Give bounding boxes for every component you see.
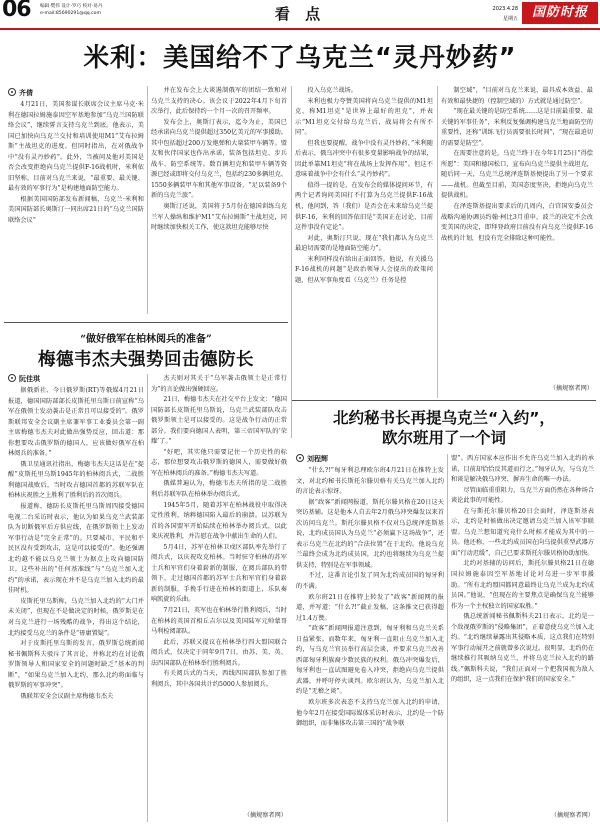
column-divider	[147, 86, 148, 314]
paragraph: “现在最关键的是防空系统……这是目前最重要、最关键的军事任务”，米利反复强调构建乌克兰地面防空的重要性，还称“训练飞行员需要很长时间”，“现在最迫切的需要是防空”。	[441, 108, 593, 147]
header-rule	[0, 28, 600, 30]
article3-source: （摘规察者网）	[550, 812, 594, 819]
paragraph: 制空域”，“目前对乌克兰来说，最具成本效益、最有效和最快捷的（控制空域的）方式就是通过防空”。	[441, 87, 593, 105]
paragraph: “什么?!”匈牙利总理欧尔班4月21日在推特上发文，对北约秘书长斯托尔滕贝格有关乌克兰加入北约的言论表示惊讶。	[296, 467, 444, 496]
paragraph: 根据美国国防部发布新闻稿，乌克兰·米利和美国国防部长奥斯汀一同出席21日的“乌克兰国防联络会议”	[8, 195, 144, 225]
paragraph: 米利也极力夸赞美国将向乌克兰提供的M1坦克，称M1坦克“是世界上最好的坦克”，并表示“M1坦克交付给乌克兰后，战局将会有所不同”。	[295, 97, 433, 137]
paragraph: 俄总统新闻秘书佩斯科夫21日表示，北约是一个敌视俄罗斯的“侵略集团”，正着意使乌克兰加入北约。“北约继续暴露出其侵略本质，这点我们在特别军事行动展开之前就曾多次说过。很明显，北约仍在继续推行其吸纳乌克兰，并将乌克兰拉入北约的路线。”佩斯科夫说，“我们正面对一个把我国视为敌人的组织，这一点我们在保护我们的国家安全。”	[451, 613, 594, 684]
paragraph: 在泽连斯基提出要求后的几周内，白宫国安委员会战略沟通协调员约翰·柯比3月重申，波兰的决定不会改变美国的决定，即拜登政府目前没有向乌克兰提供F-16战机的计划，但没有完全排除这种可能性。	[441, 203, 593, 242]
column-divider	[291, 86, 292, 438]
paragraph: 此后，苏联又提议在柏林举行四大盟国联合阅兵式，仅决定于同年9月7日，由苏、美、英、法四国部队在柏林举行胜利阅兵。	[151, 638, 287, 667]
column-divider	[147, 374, 148, 822]
article2-byline	[8, 374, 40, 384]
paragraph: 4月21日，美国参谋长联席会议主席马克·米利在德国拉姆施泰因空军基地参加“乌克兰国防联络会议”，继续誓言支持乌克兰到底。他表示，美国已加快向乌克兰交付和培训使用M1“艾布拉姆斯”主战坦克的进度。但同时指出，在对俄战争中“没有灵丹妙药”。此外，当被问及他对美国是否会改变拒绝向乌克兰提供F-16战机时，米利依旧坚称，目前对乌克兰来说，“最重要、最关键、最有效的军事行为”是构建地面防空能力。	[8, 101, 144, 193]
article1-column-2	[151, 86, 287, 314]
paragraph: 发布会上，奥斯汀表示，迄今为止，美国已经承诺向乌克兰提供超过350亿美元的军事援助。其中包括超过200万发炮弹和大量装甲车辆等。盟友和伙伴国家也作出承诺，装备包括坦克、步兵战车、防空系统等。数百辆坦克和装甲车辆等资源已经或即将交付乌克兰，包括约230多辆坦克、1550多辆装甲车和其他军事设备，“足以装备9个新的乌克兰旅”。	[151, 118, 287, 200]
paragraph: 投入乌克兰战场。	[307, 87, 357, 94]
paragraph: 盟”。西方国家本应作出不允许乌克兰加入北约的承诺，目前却恰恰反其道而行之。”匈牙认为，与乌克兰和谈是解决俄乌冲突、摒弃生命的唯一办法。	[451, 455, 594, 484]
paragraph: 俄联邦安全会议副主席梅德韦杰夫	[20, 692, 114, 700]
page-header	[0, 0, 600, 28]
paragraph: 北约对基辅的访问后，斯托尔滕贝格21日在德国拉姆施泰因空军基地讨论对乌进一步军事援助。“所有北约盟国都同意最终让乌克兰成为北约成员国。”他说，“但现在的主要焦点是确保乌克兰能够作为一个主权独立的国家取胜。”	[451, 560, 594, 610]
column-divider	[447, 454, 448, 822]
paragraph: 奥斯汀还说，美国将于5月份在德国训练乌克兰军人操纵和维护M1“艾布拉姆斯”主战坦克，同时继续加快相关工作，使这款坦克能够尽快	[151, 203, 287, 232]
article2-source: （摘规察者网）	[243, 812, 287, 819]
date-text: 2023.4.28	[492, 6, 518, 12]
paragraph: 欧尔班21日在推特上转发了“政客”新闻网的报道，并写道：“什么?!”截止发稿，这条推文已获得超过1.4万赞。	[296, 593, 444, 622]
paragraph: 米利同样没有给出正面回答。他说，有关援乌F-16战机的问题“是政治领导人会提出的政策问题，但从军事角度看（乌克兰）任务是控	[295, 255, 433, 284]
paragraph: 据“政客”新闻网报道，斯托尔滕贝格在20日这天突访基辅。这是他本人自去年2月俄乌冲突爆发以来首次访问乌克兰。斯托尔滕贝格不仅对乌总统泽连斯基说，北约成员国认为乌克兰“必须赢下这场战争”，还表示乌克兰在北约的“合法位置”在于北约。他说乌克兰最终会成为北约成员国，北约也将继续为乌克兰提供支持，特别是在军事领域。	[296, 498, 444, 569]
article1-column-1	[8, 100, 144, 318]
section-divider	[4, 322, 288, 323]
paragraph: 对此，奥斯汀只说，现在“我们都认为乌克兰最迫切需要的是地面防空能力”。	[295, 234, 433, 253]
article1-author: 齐倩	[19, 89, 33, 97]
paragraph: 1945年5月，随着苏军在柏林战役中取得决定性胜利，纳粹德国陷入最后的崩溃。以苏联为首的各国盟军开始陆续在柏林举办阅兵式，以此来庆祝胜利，并告慰在战争中献出生命的人们。	[151, 501, 287, 541]
paragraph: 报道称，德防长皮斯托里乌斯周四接受德国电视二台采访时表示，他认为如果乌克兰武装部队为切断俄军后方供应线，在俄罗斯领土上发动军事行动是“完全正常”的。只要城市、平民和平民区没有受到攻击，这是可以接受的”。他还强调北约越不能以乌克兰领土为据点上攻向德国防卫。这些补出的“任何基准线”与“乌克兰加入北约”的承诺，表示现在并不是乌克兰加入北约的最佳时机。	[8, 503, 144, 595]
paragraph: 并在发布会上大谈遏制俄军的团结一致和对乌克兰支持的决心。该会议于2022年4月下旬首次举行，此后保持约一个月一次的召开频率。	[151, 87, 287, 116]
paragraph: 杰夫则对其关于“乌军袭击俄领土是正常行为”的言论做出强硬回应。	[151, 375, 287, 393]
article2-author: 阮佳琪	[19, 375, 40, 383]
paragraph: 俄媒普遍认为，梅德韦杰夫所指的是二战胜利后苏联军队在柏林举办阅兵式。	[151, 480, 287, 499]
article2-column-2	[151, 374, 287, 810]
article3-column-1	[296, 466, 444, 822]
article1-byline	[8, 88, 33, 98]
paragraph: 对于皮斯托里乌斯的发言，俄罗斯总统新闻秘书佩斯科夫驳斥了其言论，并称北约在讨论俄罗斯领导人和国家安全的问题时缺乏“基本的判断”，“如果乌克兰加入北约，那么北约将面临与俄罗斯的军事冲突”。	[8, 640, 144, 690]
paragraph: 在与斯托尔滕贝格20日会面时，泽连斯基表示，北约是时候做出决定邀请乌克兰加入该军事联盟。乌克兰想知道究竟什么时候才能成为其中的一员。他还称，一些北约成员国在向乌提供重型武器方面“行动迟缓”，自己已要求斯托尔滕贝格协助加快。	[451, 507, 594, 557]
byline-icon	[296, 454, 304, 462]
paragraph: 皮斯托里乌斯称，乌克兰加入北约的“大门并未关闭”，但现在不是做决定的时候，俄罗斯是在对乌克兰进行一场残酷的战争，得出这个结论，北约接受乌克兰的条件是“毋庸置疑”。	[8, 597, 144, 637]
column-divider	[437, 86, 438, 398]
paragraph: 不过，这番言论引发了同为北约成员国的匈牙利的不满。	[296, 572, 444, 591]
section-divider	[292, 400, 596, 401]
editor-email: e-mail:85690291@qq.com	[40, 11, 101, 16]
paragraph: 欧尔班多次表态不支持乌克兰加入北约的申请，他今年2月在接受国际媒体采访时表示，北约是一个防御组织，而非集体攻击第三国的“战争联	[296, 699, 444, 728]
paragraph: 俄卫星通讯社指出，梅德韦杰夫这话是在“提醒”皮斯托里乌斯1945年的柏林阅兵式，二战胜利德国战败后，当时攻占德国首都的苏联军队在柏林庆祝胜之上胜利了胜利后的首次阅兵。	[8, 460, 144, 500]
byline-icon	[8, 88, 16, 96]
paragraph: 7月21日，英军也在柏林举行胜利阅兵，当时在柏林的英国首相丘吉尔以及美国陆军元帅蒙哥马利检阅部队。	[151, 607, 287, 636]
issue-date	[470, 4, 518, 24]
article3-byline	[296, 454, 328, 464]
article3-title-line-2: 欧尔班用了一个词	[381, 429, 506, 447]
byline-icon	[8, 374, 16, 382]
section-title: 看 点	[274, 5, 326, 23]
editor-credits: 编辑·樊伟 设计·罗巧 校对·易丹	[40, 4, 103, 9]
article3-column-2	[451, 454, 594, 810]
article1-source: （摘规察者网）	[549, 385, 593, 392]
article2-column-1	[8, 386, 144, 822]
paragraph: 尽管面临重重阻力，乌克兰方面仍然在各种场合谈论此事的可能性。	[451, 486, 594, 505]
paragraph: 21日，梅德韦杰夫在社交平台上发文：“德国国防部长皮斯托里乌斯说，乌克兰武装部队攻击俄罗斯领土是可以接受的。这是战争行动的正常部分。我们要向德国人表明，第三帝国军队的‘荣耀’了。”	[151, 396, 287, 446]
paragraph: 有关阅兵式的当天，西线四国部队参加了胜利阅兵，其中各国共计约5000人参加阅兵。	[151, 670, 287, 688]
article1-title: 米利：美国给不了乌克兰“灵丹妙药”	[83, 43, 517, 73]
paragraph: 但我也要提醒，战争中没有灵丹妙药，”米利随后表示，俄乌冲突中有很多变量影响战争的结果，因此单靠M1坦克“将在战场上发挥作用”。但这不意味着战争中会有什么“灵丹妙药”。	[295, 139, 433, 179]
paragraph: 据俄新社、今日俄罗斯(RT)等俄媒4月21日报道，德国国防部部长皮斯托里乌斯日前宣称“乌军在俄领土发动袭击是正常且可以接受的”。俄罗斯联邦安全会议副主席兼军事工业委员会第一副主席梅德韦杰夫对此做出强势反应，回击道：那你想要攻击俄罗斯的德国人，应该做好俄军在柏林阅兵的准备。”	[8, 387, 144, 458]
paragraph: 5月4日，苏军在柏林卫戍区部队率先举行了阅兵式，以庆祝攻克柏林。当时驻守柏林的苏军士兵和军官们身着崭新的制服，在阅兵部队的带领下，走过德国首都的苏军士兵和军官们身着崭新的制服，手挽手行进在柏林的街道上，乐队奏响凯旋的乐曲。	[151, 543, 287, 604]
article3-author: 刘程辉	[307, 455, 328, 463]
paragraph: 在需要注意的是，乌克兰终于在今年1月25日“得偿所愿”：美国和德国松口，宣布向乌克兰提供主战坦克，随后同一天，乌克兰总统泽连斯基便提出了另一个要求——战机。但截至目前，美国态度坚决，拒绝向乌克兰提供战机。	[441, 150, 593, 200]
article2-title: 梅德韦杰夫强势回击德防长	[38, 350, 254, 370]
newspaper-logo: 国防时报	[522, 2, 598, 24]
paragraph: “好吧，其实他只需要记住一个历史性的标志，那位想要攻击俄罗斯的德国人，需要做好俄军在柏林阅兵的准备。”梅德韦杰夫写道。	[151, 448, 287, 477]
page-number: 06	[2, 0, 31, 22]
weekday-text: 星期五	[502, 16, 518, 22]
article1-column-3	[295, 86, 433, 398]
paragraph: 值得一提的是，在发布会的媒体提问环节，有两个记者询问美国打不打算为乌克兰提供F-16战机，他问到，答（我们）是否会在未来给乌克兰提供F-16，米利的回答依旧是“美国正在讨论，目前这件事没有定论”。	[295, 181, 433, 232]
article1-column-4	[441, 86, 593, 382]
article3-title-line-1: 北约秘书长再提乌克兰“入约”，	[333, 409, 555, 427]
article2-kicker: “做好俄军在柏林阅兵的准备”	[80, 334, 212, 345]
paragraph: “政客”新闻网报道注意到，匈牙利和乌克兰关系日益紧张。而数年来，匈牙利一直阻止乌克兰加入北约，与乌克兰官员举行高层会谈，并要求乌克兰改善西部匈牙利族裔少数民族的权利。俄乌冲突爆发后，匈牙利也一直试图避免卷入冲突，拒绝向乌克兰提供武器，并呼吁停火谈判。欧尔班认为，乌克兰加入北约是“无稽之谈”。	[296, 625, 444, 696]
